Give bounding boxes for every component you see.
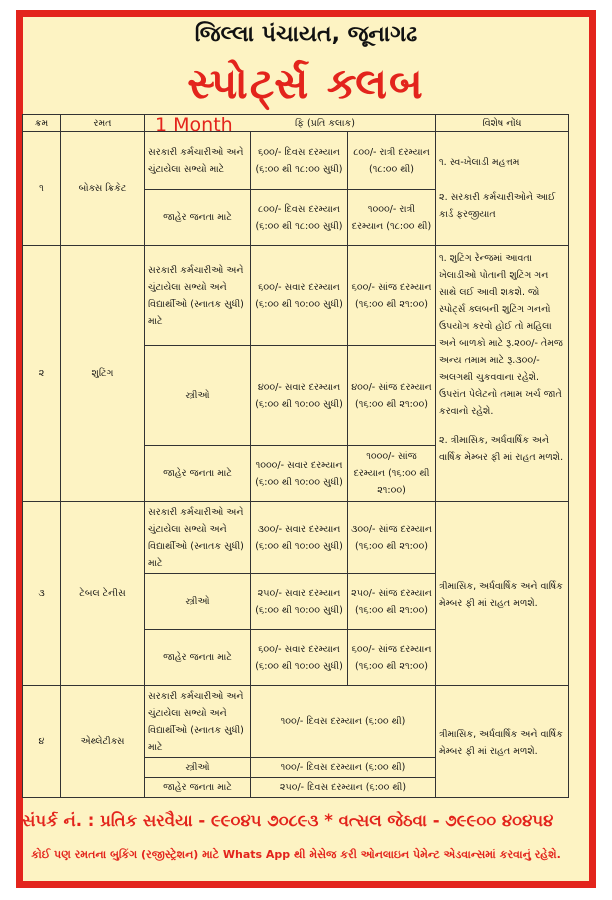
table-row — [23, 686, 569, 758]
fee-cell: ૬૦૦/- દિવસ દરમ્યાન (૬:૦૦ થી ૧૮:૦૦ સુધી) — [251, 132, 348, 190]
fee-cell: ૧૦૦૦/- રાત્રી દરમ્યાન (૧૮:૦૦ થી) — [348, 190, 436, 246]
category-cell: સ્ત્રીઓ — [145, 346, 251, 446]
category-cell: સરકારી કર્મચારીઓ અને ચુંટાયેલા સભ્યો અને વિદ્યાર્થીઓ (સ્નાતક સુધી) માટે — [145, 686, 251, 758]
sport-name: ટેબલ ટેનીસ — [61, 502, 145, 686]
fee-cell: ૧૦૦૦/- સવાર દરમ્યાન (૬:૦૦ થી ૧૦:૦૦ સુધી) — [251, 446, 348, 502]
fee-cell: ૧૦૦૦/- સાંજ દરમ્યાન (૧૬:૦૦ થી ૨૧:૦૦) — [348, 446, 436, 502]
fee-cell: ૩૦૦/- સવાર દરમ્યાન (૬:૦૦ થી ૧૦:૦૦ સુધી) — [251, 502, 348, 574]
sport-name: બોક્સ ક્રિકેટ — [61, 132, 145, 246]
contact-phone-2: ૭૯૯૦૦ ૪૦૪૫૪ — [445, 811, 554, 830]
contact-name-2: વત્સલ જેઠવા — [338, 811, 427, 830]
fee-cell: ૩૦૦/- સાંજ દરમ્યાન (૧૬:૦૦ થી ૨૧:૦૦) — [348, 502, 436, 574]
category-cell: સ્ત્રીઓ — [145, 574, 251, 630]
header-fee: ફિ (પ્રતિ કલાક) — [145, 115, 436, 132]
category-cell: જાહેર જનતા માટે — [145, 630, 251, 686]
note-text: ત્રીમાસિક, અર્ધવાર્ષિક અને વાર્ષિક મેમ્બર ફી માં રાહત મળશે. — [439, 729, 563, 757]
notes-cell — [436, 502, 569, 686]
table-row — [23, 246, 569, 346]
sr-cell: ૪ — [23, 686, 61, 798]
fee-cell: ૬૦૦/- સવાર દરમ્યાન (૬:૦૦ થી ૧૦:૦૦ સુધી) — [251, 246, 348, 346]
note-text: ૧. શુટિંગ રેન્જમાં આવતા ખેલાડીઓ પોતાની શુટિંગ ગન સાથે લઈ આવી શકશે. જો સ્પોર્ટ્સ ક્લબની શુટિંગ ગનનો ઉપયોગ કરવો હોઈ તો મહિલા અને બાળકો માટે રૂ.૨૦૦/- તેમજ અન્ય તમામ માટે રૂ.૩૦૦/- અલગથી ચુકવવાના રહેશે. ઉપરાંત પેલેટનો તમામ ખર્ચ જાતે કરવાનો રહેશે. — [439, 253, 563, 417]
booking-notice: કોઈ પણ રમતના બુકિંગ (રજીસ્ટ્રેશન) માટે Whats App થી મેસેજ કરી ઓનલાઇન પેમેન્ટ એડવાન્સમાં કરવાનું રહેશે. — [31, 848, 561, 861]
fee-cell: ૨૫૦/- સવાર દરમ્યાન (૬:૦૦ થી ૧૦:૦૦ સુધી) — [251, 574, 348, 630]
fee-table — [22, 114, 569, 798]
table-row — [23, 132, 569, 190]
category-cell: સરકારી કર્મચારીઓ અને ચુંટાયેલા સભ્યો અને વિદ્યાર્થીઓ (સ્નાતક સુધી) માટે — [145, 502, 251, 574]
sr-cell: ૩ — [23, 502, 61, 686]
category-cell: જાહેર જનતા માટે — [145, 446, 251, 502]
notes-cell — [436, 246, 569, 502]
header-note: વિશેષ નોંધ — [436, 115, 569, 132]
fee-cell: ૬૦૦/- સવાર દરમ્યાન (૬:૦૦ થી ૧૦:૦૦ સુધી) — [251, 630, 348, 686]
sr-cell: ૧ — [23, 132, 61, 246]
contact-label: સંપર્ક નં. : — [22, 811, 95, 830]
month-annotation: 1 Month — [155, 114, 233, 136]
contact-phone-1: ૯૯૦૪૫ ૭૦૮૯૩ — [210, 811, 319, 830]
category-cell: સ્ત્રીઓ — [145, 758, 251, 778]
fee-cell: ૨૫૦/- સાંજ દરમ્યાન (૧૬:૦૦ થી ૨૧:૦૦) — [348, 574, 436, 630]
fee-cell: ૧૦૦/- દિવસ દરમ્યાન (૬:૦૦ થી) — [251, 686, 436, 758]
fee-cell: ૧૦૦/- દિવસ દરમ્યાન (૬:૦૦ થી) — [251, 758, 436, 778]
fee-cell: ૬૦૦/- સાંજ દરમ્યાન (૧૬:૦૦ થી ૨૧:૦૦) — [348, 246, 436, 346]
contact-line: સંપર્ક નં. : પ્રતિક સરવૈયા - ૯૯૦૪૫ ૭૦૮૯૩ * વત્સલ જેઠવા - ૭૯૯૦૦ ૪૦૪૫૪ — [22, 811, 554, 830]
note-text: ૨. ત્રીમાસિક, અર્ધવાર્ષિક અને વાર્ષિક મેમ્બર ફી માં રાહત મળશે. — [439, 435, 564, 463]
fee-cell: ૬૦૦/- સાંજ દરમ્યાન (૧૬:૦૦ થી ૨૧:૦૦) — [348, 630, 436, 686]
header-sr: ક્રમ — [23, 115, 61, 132]
contact-name-1: પ્રતિક સરવૈયા — [100, 811, 193, 830]
sr-cell: ૨ — [23, 246, 61, 502]
note-text: ત્રીમાસિક, અર્ધવાર્ષિક અને વાર્ષિક મેમ્બર ફી માં રાહત મળશે. — [439, 581, 563, 609]
table-row — [23, 502, 569, 574]
sport-name: એથ્લેટીક્સ — [61, 686, 145, 798]
page-title: સ્પોર્ટ્સ ક્લબ — [187, 59, 425, 108]
table-header-row — [23, 115, 569, 132]
category-cell: સરકારી કર્મચારીઓ અને ચુંટાયેલા સભ્યો માટે — [145, 132, 251, 190]
organization-title: જિલ્લા પંચાયત, જૂનાગઢ — [194, 22, 418, 47]
note-text: ૨. સરકારી કર્મચારીઓને આઈ કાર્ડ ફરજીયાત — [439, 192, 556, 220]
header-sport: રમત — [61, 115, 145, 132]
category-cell: જાહેર જનતા માટે — [145, 190, 251, 246]
contact-separator: * — [324, 811, 333, 830]
notes-cell — [436, 132, 569, 246]
fee-cell: ૪૦૦/- સવાર દરમ્યાન (૬:૦૦ થી ૧૦:૦૦ સુધી) — [251, 346, 348, 446]
fee-cell: ૨૫૦/- દિવસ દરમ્યાન (૬:૦૦ થી) — [251, 778, 436, 798]
fee-cell: ૪૦૦/- સાંજ દરમ્યાન (૧૬:૦૦ થી ૨૧:૦૦) — [348, 346, 436, 446]
note-text: ૧. સ્વ-ખેલાડી મહત્તમ — [439, 157, 520, 168]
category-cell: સરકારી કર્મચારીઓ અને ચુંટાયેલા સભ્યો અને વિદ્યાર્થીઓ (સ્નાતક સુધી) માટે — [145, 246, 251, 346]
sport-name: શુટિંગ — [61, 246, 145, 502]
fee-cell: ૮૦૦/- દિવસ દરમ્યાન (૬:૦૦ થી ૧૮:૦૦ સુધી) — [251, 190, 348, 246]
fee-cell: ૮૦૦/- રાત્રી દરમ્યાન (૧૮:૦૦ થી) — [348, 132, 436, 190]
category-cell: જાહેર જનતા માટે — [145, 778, 251, 798]
notes-cell — [436, 686, 569, 798]
